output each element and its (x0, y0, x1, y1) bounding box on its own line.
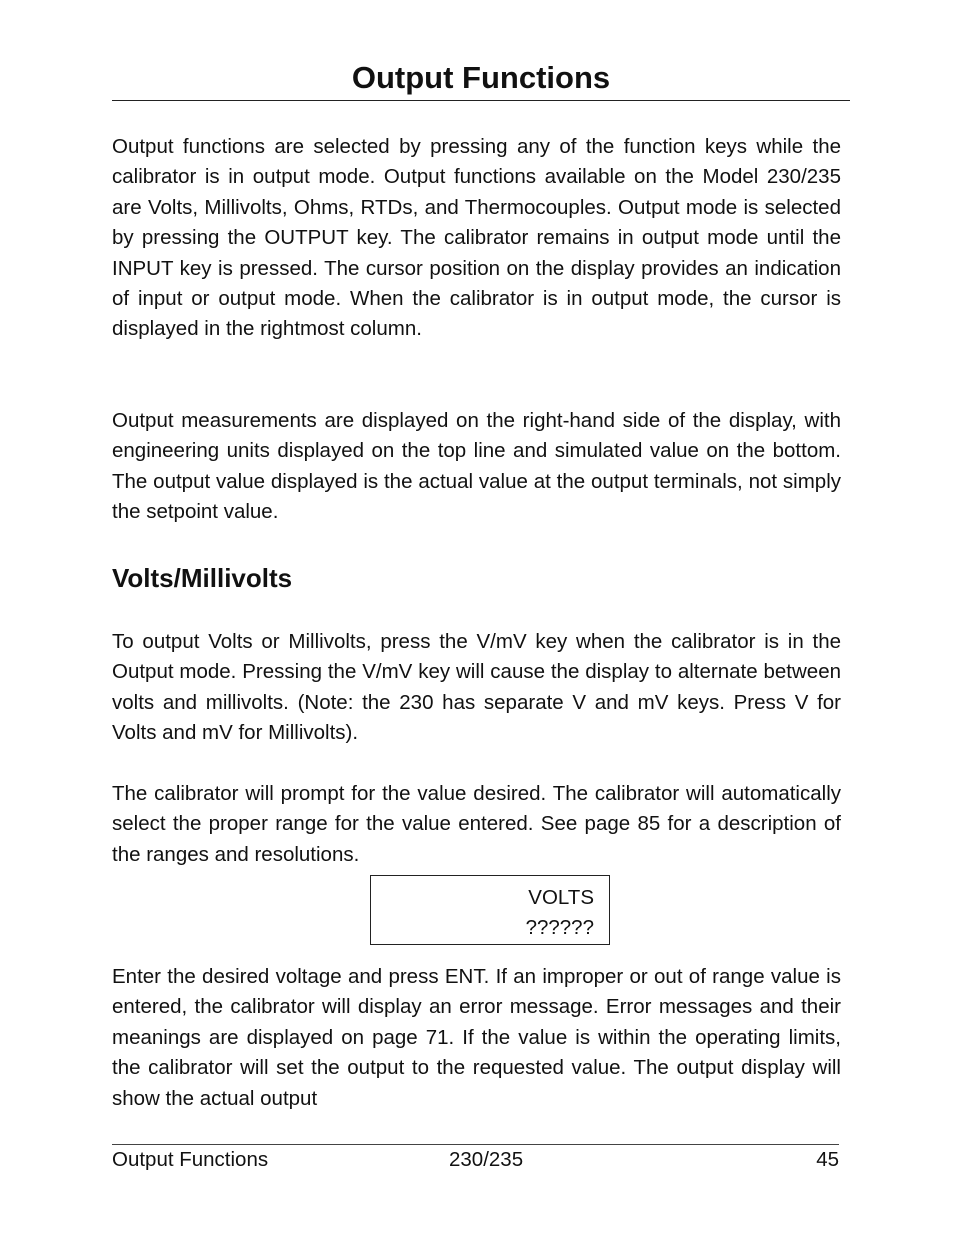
paragraph-prompt-value: The calibrator will prompt for the value desired. The calibrator will automatically select the proper range for the value entered. See page 85 for a description of the ranges and resolutions. (112, 782, 841, 866)
footer-rule (112, 1144, 839, 1145)
footer-model-number: 230/235 (449, 1148, 524, 1171)
display-illustration (370, 875, 610, 945)
section-heading-volts-millivolts: Volts/Millivolts (112, 563, 293, 593)
page-title: Output Functions (351, 60, 611, 95)
paragraph-volts-instructions: To output Volts or Millivolts, press the V/mV key when the calibrator is in the Output mode. Pressing the V/mV key will cause the display to alternate between volts and millivolts. (Note: the 230 has separate V and mV keys. Press V for Volts and mV for Millivolts). (112, 630, 841, 745)
display-units-line: VOLTS (528, 886, 594, 909)
title-rule (112, 100, 850, 101)
display-value-line: ?????? (525, 916, 594, 939)
paragraph-output-functions-intro: Output functions are selected by pressing any of the function keys while the calibrator is in output mode. Output functions available on the Model 230/235 are Volts, Millivolts, Ohms, RTDs, and Thermocouples. Output mode is selected by pressing the OUTPUT key. The calibrator remains in output mode until the INPUT key is pressed. The cursor position on the display provides an indication of input or output mode. When the calibrator is in output mode, the cursor is displayed in the rightmost column. (112, 135, 841, 341)
footer-page-number: 45 (816, 1148, 839, 1171)
paragraph-enter-voltage: Enter the desired voltage and press ENT. If an improper or out of range value is entered, the calibrator will display an error message. Error messages and their meanings are displayed on page 71. If the value is within the operating limits, the calibrator will set the output to the requested value. The output display will show the actual output (112, 965, 841, 1110)
footer-section-name: Output Functions (112, 1148, 269, 1171)
paragraph-output-measurements: Output measurements are displayed on the right-hand side of the display, with engineering units displayed on the top line and simulated value on the bottom. The output value displayed is the actual value at the output terminals, not simply the setpoint value. (112, 409, 841, 524)
